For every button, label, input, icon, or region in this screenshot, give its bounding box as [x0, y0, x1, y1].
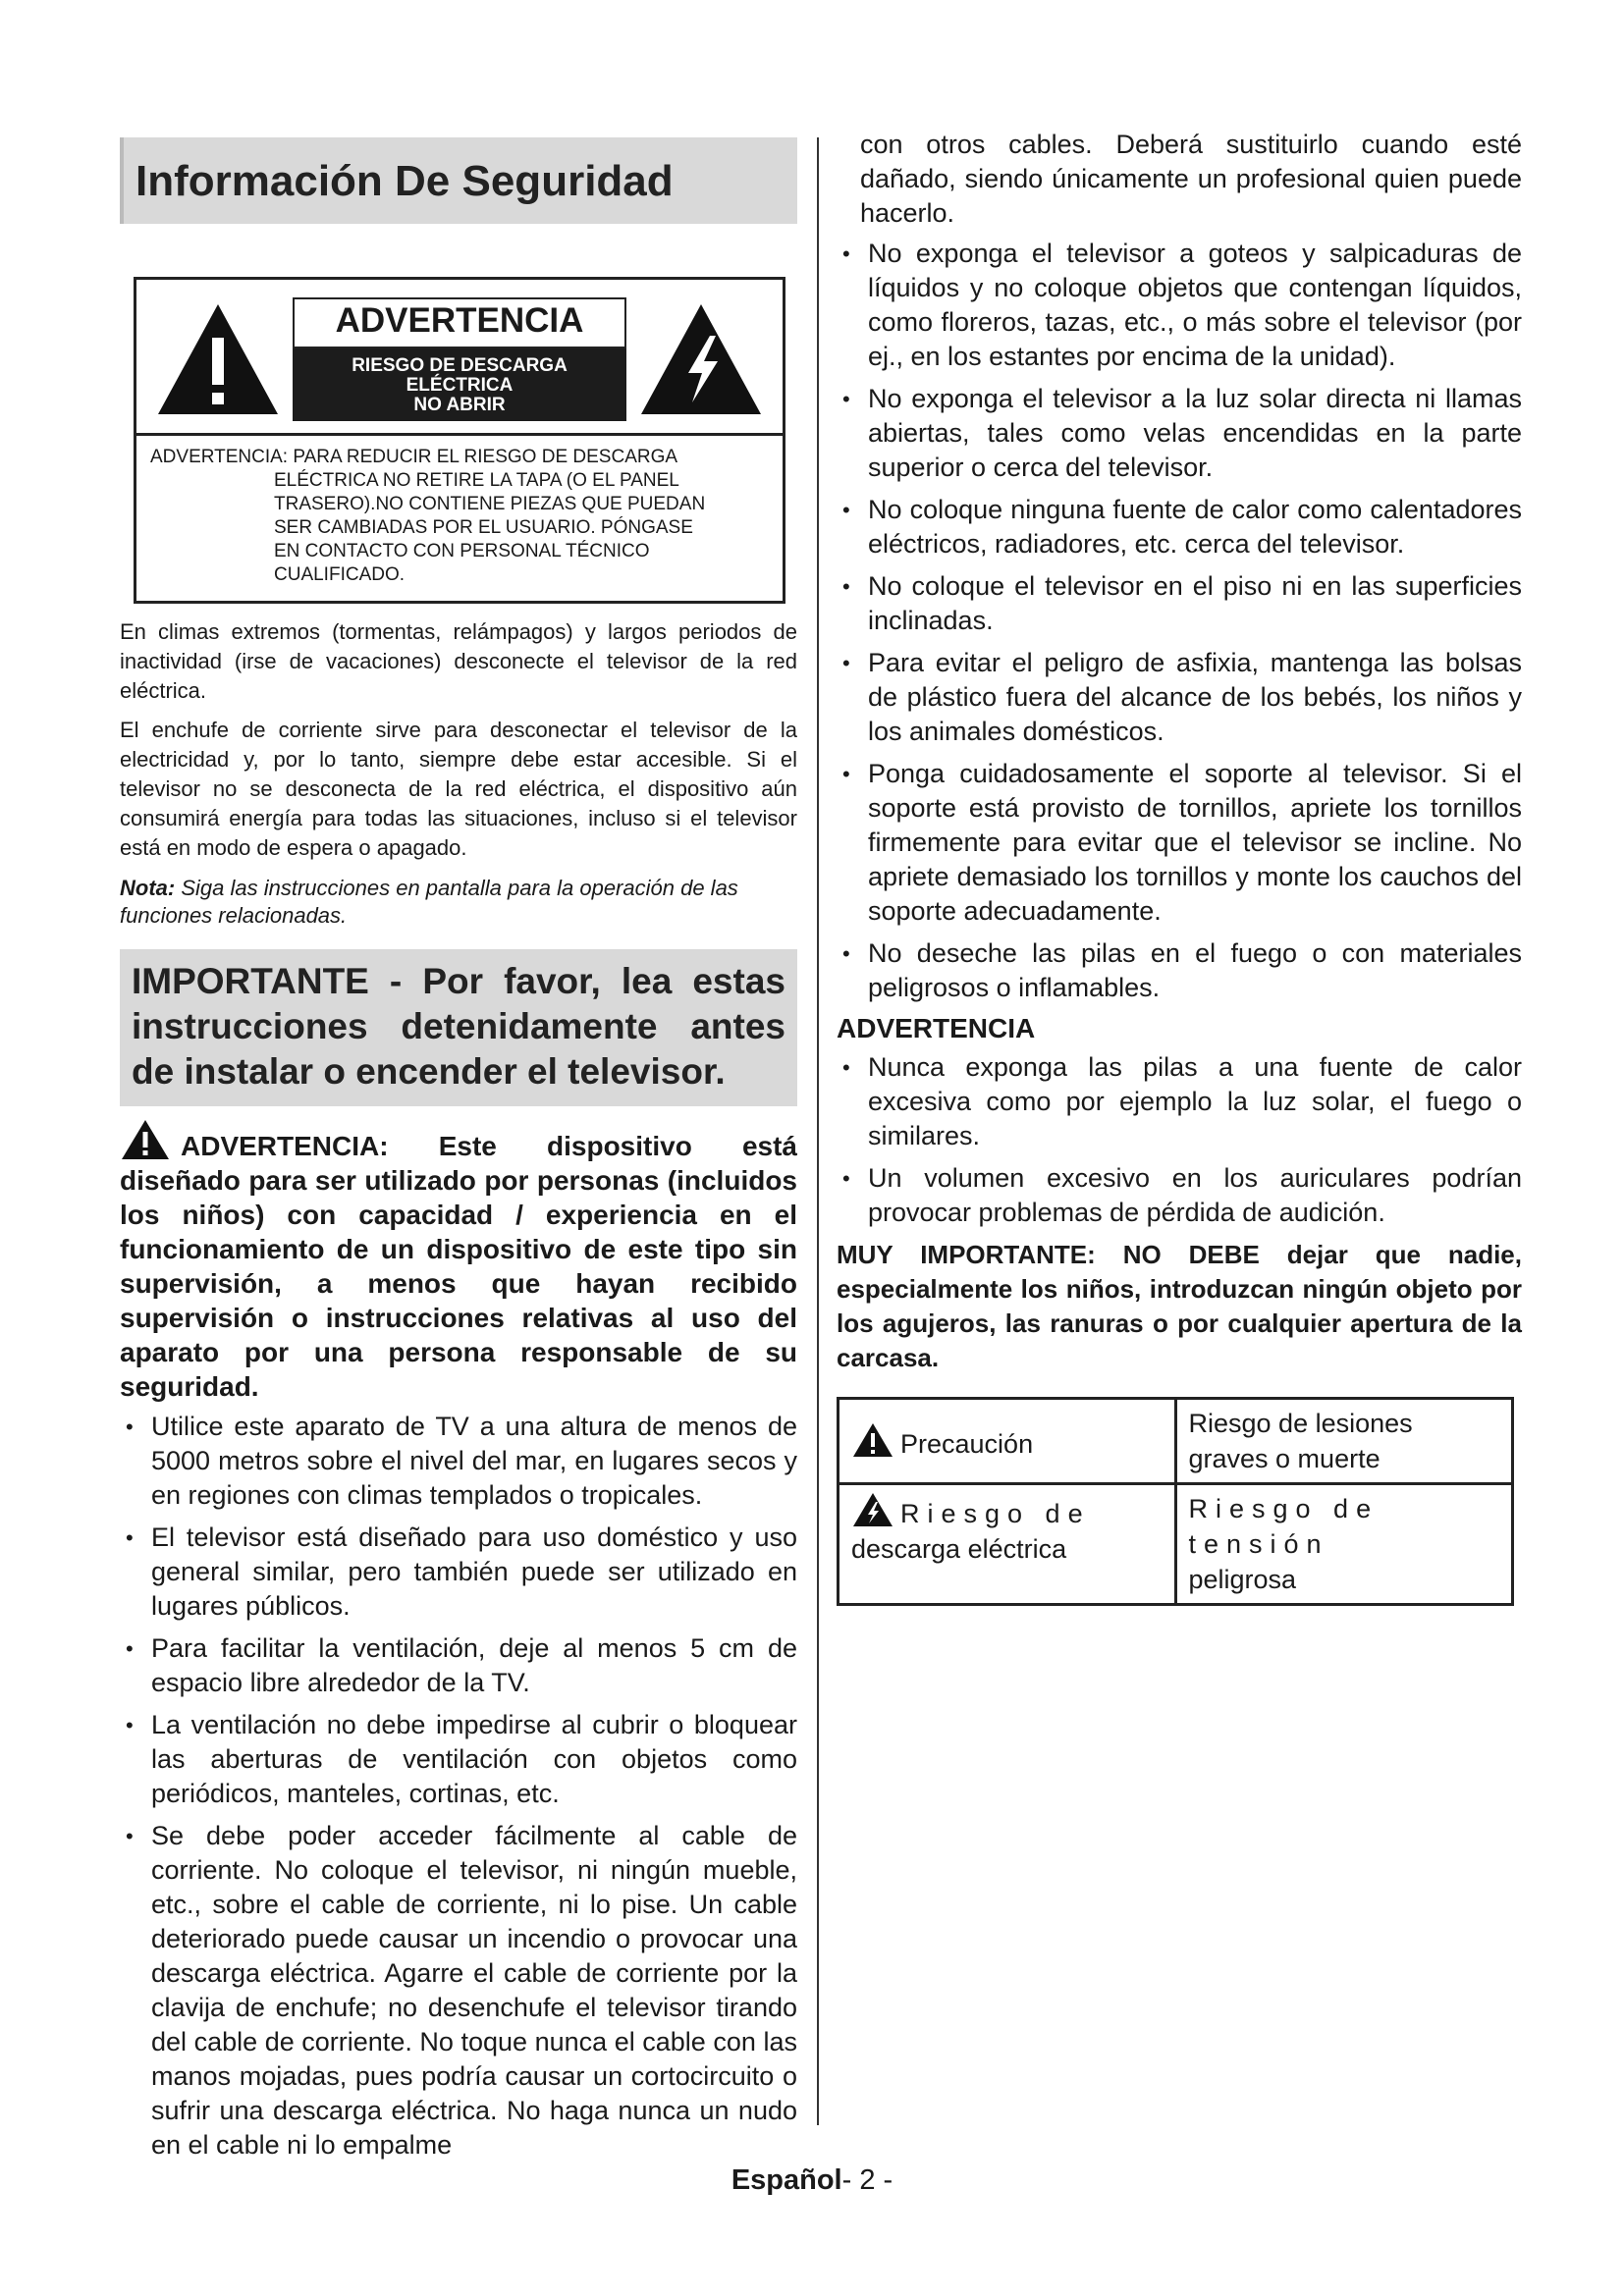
shock-meaning-b: peligrosa — [1188, 1565, 1297, 1594]
list-item: • La ventilación no debe impedirse al cubrir o bloquear las aberturas de ventilación con objetos como periódicos, manteles, cortinas, etc. — [120, 1708, 797, 1811]
warning-text-line: ADVERTENCIA: PARA REDUCIR EL RIESGO DE DESCARGA — [150, 447, 678, 467]
advertencia-heading: ADVERTENCIA — [837, 1013, 1036, 1043]
left-column — [120, 128, 797, 2170]
symbol-cell-caution — [839, 1399, 1176, 1484]
warning-text-line: ELÉCTRICA NO RETIRE LA TAPA (O EL PANEL — [274, 470, 679, 491]
note-label: Nota: — [120, 876, 176, 900]
list-item: • El televisor está diseñado para uso doméstico y uso general similar, pero también puede ser utilizado en lugares públicos. — [120, 1521, 797, 1624]
list-item: • Se debe poder acceder fácilmente al cable de corriente. No coloque el televisor, ni ningún mueble, etc., sobre el cable de corriente, ni lo pise. Un cable deteriorado puede causar un incendio o provocar una descarga eléctrica. Agarre el cable de corriente por la clavija de enchufe; no desenchufe el televisor tirando del cable de corriente. No toque nunca el cable con las manos mojadas, pues podría causar un cortocircuito o sufrir una descarga eléctrica. No haga nunca un nudo en el cable ni lo empalme — [120, 1819, 797, 2163]
note-paragraph — [120, 875, 797, 930]
right-bullet-list — [837, 237, 1522, 1005]
page-footer — [0, 2164, 1624, 2197]
symbol-cell-shock-meaning — [1175, 1484, 1513, 1605]
very-important-statement: MUY IMPORTANTE: NO DEBE dejar que nadie, especialmente los niños, introduzcan ningún objeto por los agujeros, las ranuras o por cualquier apertura de la carcasa. — [837, 1240, 1522, 1372]
list-item: • Nunca exponga las pilas a una fuente de calor excesiva como por ejemplo la luz solar, el fuego o similares. — [837, 1050, 1522, 1153]
left-bullet-list — [120, 1410, 797, 2163]
caution-label: Precaución — [900, 1428, 1034, 1459]
paragraph-power-plug: El enchufe de corriente sirve para desconectar el televisor de la electricidad y, por lo tanto, siempre debe estar accesible. Si el televisor no se desconecta de la red eléctrica, el dispositivo aún consumirá energía para todas las situaciones, incluso si el televisor está en modo de espera o apagado. — [120, 718, 797, 860]
warning-label-center — [293, 297, 626, 421]
battery-warning-list — [837, 1050, 1522, 1230]
lightning-warning-icon — [851, 1491, 894, 1528]
list-item: • Para evitar el peligro de asfixia, mantenga las bolsas de plástico fuera del alcance de los bebés, los niños y los animales domésticos. — [837, 646, 1522, 749]
right-column — [837, 128, 1522, 1606]
warning-text-line: EN CONTACTO CON PERSONAL TÉCNICO — [274, 541, 650, 561]
table-row — [839, 1484, 1513, 1605]
warning-label-heading: ADVERTENCIA — [293, 297, 626, 348]
warning-text-line: SER CAMBIADAS POR EL USUARIO. PÓNGASE — [274, 517, 693, 538]
list-item: • No exponga el televisor a goteos y salpicaduras de líquidos y no coloque objetos que contengan líquidos, como floreros, tazas, etc., o más sobre el televisor (por ej., en los estantes por encima de la unidad). — [837, 237, 1522, 374]
list-item: • Para facilitar la ventilación, deje al menos 5 cm de espacio libre alrededor de la TV. — [120, 1631, 797, 1700]
footer-page-number: - 2 - — [841, 2164, 893, 2196]
warning-dark-line-3: NO ABRIR — [413, 395, 506, 415]
exclamation-warning-icon — [154, 300, 282, 418]
page-title: Información De Seguridad — [120, 137, 797, 224]
list-item: • No coloque ninguna fuente de calor como calentadores eléctricos, radiadores, etc. cerca del televisor. — [837, 493, 1522, 561]
exclamation-warning-icon — [120, 1118, 171, 1161]
list-item: • Ponga cuidadosamente el soporte al televisor. Si el soporte está provisto de tornillos, apriete los tornillos firmemente para evitar que el televisor se incline. No apriete demasiado los tornillos y monte los cauchos del soporte adecuadamente. — [837, 757, 1522, 929]
list-item: • No exponga el televisor a la luz solar directa ni llamas abiertas, tales como velas encendidas en la parte superior o cerca del televisor. — [837, 382, 1522, 485]
note-text: Siga las instrucciones en pantalla para la operación de las funciones relacionadas. — [120, 876, 738, 928]
paragraph-extreme-climates: En climas extremos (tormentas, relámpagos) y largos periodos de inactividad (irse de vacaciones) desconecte el televisor de la red eléctrica. — [120, 619, 797, 703]
symbols-table — [837, 1397, 1514, 1606]
warning-dark-line-2: ELÉCTRICA — [406, 375, 514, 396]
list-item: • No deseche las pilas en el fuego o con materiales peligrosos o inflamables. — [837, 936, 1522, 1005]
important-heading: IMPORTANTE - Por favor, lea estas instrucciones detenidamente antes de instalar o encender el televisor. — [120, 949, 797, 1106]
continuation-text: con otros cables. Deberá sustituirlo cuando esté dañado, siendo únicamente un profesional quien puede hacerlo. — [860, 130, 1522, 228]
shock-meaning-a: Riesgo de tensión — [1188, 1494, 1380, 1559]
exclamation-warning-icon — [851, 1421, 894, 1459]
warning-text-line: CUALIFICADO. — [274, 564, 406, 585]
list-item: • No coloque el televisor en el piso ni en las superficies inclinadas. — [837, 569, 1522, 638]
warning-statement — [120, 1118, 797, 1404]
warning-label-box — [134, 277, 785, 604]
lightning-warning-icon — [637, 300, 765, 418]
shock-label-a: Riesgo de — [900, 1499, 1091, 1528]
warning-text-line: TRASERO).NO CONTIENE PIEZAS QUE PUEDAN — [274, 494, 706, 514]
warning-label-text — [136, 436, 783, 601]
footer-language: Español — [731, 2164, 842, 2196]
warning-statement-text: ADVERTENCIA: Este dispositivo está diseñado para ser utilizado por personas (incluidos los niños) con capacidad / experiencia en el funcionamiento de un dispositivo de este tipo sin supervisión, a menos que hayan recibido supervisión o instrucciones relativas al uso del aparato por una persona responsable de su seguridad. — [120, 1131, 797, 1402]
table-row — [839, 1399, 1513, 1484]
list-item: • Un volumen excesivo en los auriculares podrían provocar problemas de pérdida de audición. — [837, 1161, 1522, 1230]
shock-label-b: descarga eléctrica — [851, 1534, 1067, 1564]
column-divider — [817, 137, 819, 2125]
warning-dark-line-1: RIESGO DE DESCARGA — [352, 355, 568, 376]
warning-label-dark-band — [293, 348, 626, 421]
symbol-cell-caution-meaning: Riesgo de lesiones graves o muerte — [1175, 1399, 1513, 1484]
list-item: • Utilice este aparato de TV a una altura de menos de 5000 metros sobre el nivel del mar, en lugares secos y en regiones con climas templados o tropicales. — [120, 1410, 797, 1513]
warning-label-header — [136, 280, 783, 436]
symbol-cell-shock — [839, 1484, 1176, 1605]
